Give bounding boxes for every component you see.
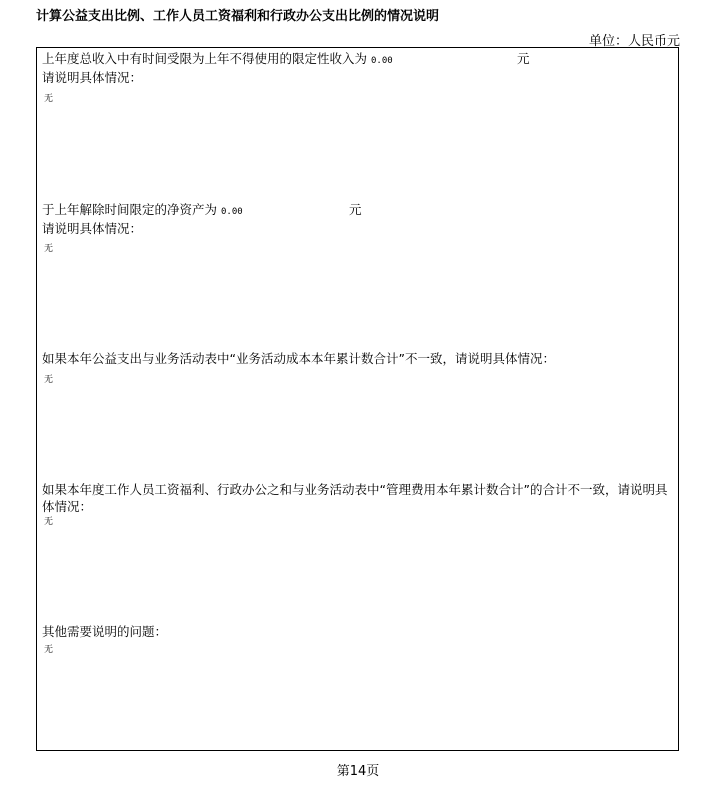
other-issues-question: 其他需要说明的问题： — [42, 624, 168, 639]
released-net-assets-amount-unit: 元 — [349, 202, 362, 217]
released-net-assets-answer: 无 — [44, 244, 54, 254]
restricted-income-prompt: 请说明具体情况： — [42, 70, 143, 85]
public-welfare-expense-answer: 无 — [44, 375, 54, 385]
restricted-income-question — [42, 51, 393, 69]
page-title: 计算公益支出比例、工作人员工资福利和行政办公支出比例的情况说明 — [36, 9, 440, 24]
restricted-income-question-text: 上年度总收入中有时间受限为上年不得使用的限定性收入为 — [42, 51, 368, 66]
currency-unit-label: 单位：人民币元 — [588, 34, 680, 49]
released-net-assets-amount: 0.00 — [221, 207, 243, 217]
public-welfare-expense-question: 如果本年公益支出与业务活动表中“业务活动成本本年累计数合计”不一致，请说明具体情况： — [42, 351, 555, 366]
released-net-assets-question — [42, 202, 243, 220]
staff-admin-expense-answer: 无 — [44, 517, 54, 527]
restricted-income-amount: 0.00 — [371, 56, 393, 66]
other-issues-answer: 无 — [44, 645, 54, 655]
page-number: 第14页 — [336, 764, 380, 779]
released-net-assets-question-text: 于上年解除时间限定的净资产为 — [42, 202, 218, 217]
released-net-assets-prompt: 请说明具体情况： — [42, 221, 143, 236]
staff-admin-expense-question: 如果本年度工作人员工资福利、行政办公之和与业务活动表中“管理费用本年累计数合计”的合计不一致，请说明具体情况： — [42, 482, 668, 514]
restricted-income-amount-unit: 元 — [517, 51, 530, 66]
explanation-box — [36, 47, 679, 751]
restricted-income-answer: 无 — [44, 94, 54, 104]
